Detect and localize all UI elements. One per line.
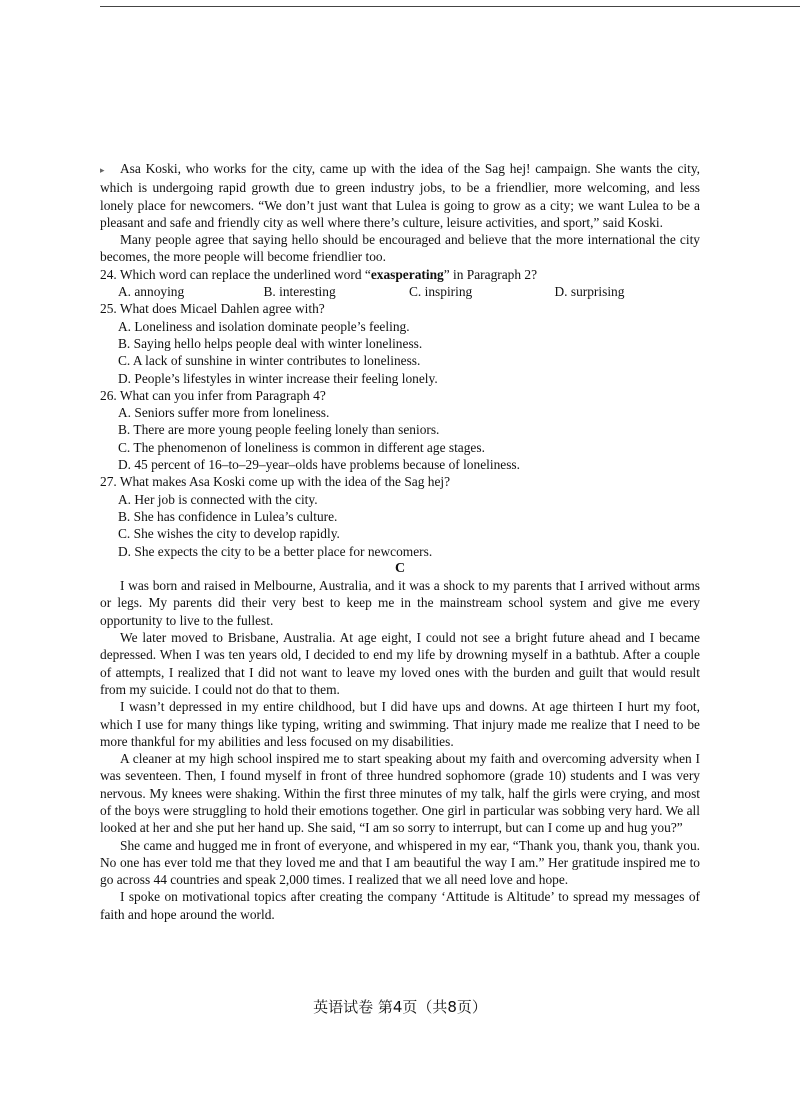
question-24-option-b: B. interesting <box>263 284 336 300</box>
section-heading-c: C <box>394 560 406 576</box>
question-25-stem: 25. What does Micael Dahlen agree with? <box>100 301 325 317</box>
exam-content <box>100 160 700 923</box>
question-24-option-a: A. annoying <box>118 284 185 300</box>
question-26-option-a: A. Seniors suffer more from loneliness. <box>118 405 330 421</box>
question-26-option-b: B. There are more young people feeling lonely than seniors. <box>118 422 440 438</box>
top-rule <box>100 6 800 7</box>
question-26-option-c: C. The phenomenon of loneliness is common in different age stages. <box>118 439 485 455</box>
passage-b-paragraph-5 <box>100 160 700 231</box>
question-24-stem <box>100 266 700 283</box>
question-25-option-c: C. A lack of sunshine in winter contributes to loneliness. <box>118 353 421 369</box>
question-26-stem: 26. What can you infer from Paragraph 4? <box>100 387 326 403</box>
question-27-option-d: D. She expects the city to be a better place for newcomers. <box>118 543 433 559</box>
passage-b-paragraph-6: Many people agree that saying hello should be encouraged and believe that the more international the city becomes, the more people will become friendlier too. <box>100 232 700 265</box>
passage-c-paragraph-1: I was born and raised in Melbourne, Australia, and it was a shock to my parents that I arrived without arms or legs. My parents did their very best to keep me in the mainstream school system and give me every opportunity to live to the fullest. <box>100 578 700 628</box>
question-27-option-c: C. She wishes the city to develop rapidly. <box>118 526 340 542</box>
question-27-stem: 27. What makes Asa Koski come up with the idea of the Sag hej? <box>100 474 451 490</box>
question-25-option-d: D. People’s lifestyles in winter increase their feeling lonely. <box>118 370 438 386</box>
question-24-option-c: C. inspiring <box>409 284 473 300</box>
question-25-option-b: B. Saying hello helps people deal with winter loneliness. <box>118 335 423 351</box>
question-27-option-b: B. She has confidence in Lulea’s culture. <box>118 508 338 524</box>
passage-c-paragraph-3: I wasn’t depressed in my entire childhood, but I did have ups and downs. At age thirteen I hurt my foot, which I use for many things like typing, writing and swimming. That injury made me realize that I need to be more thankful for my abilities and less focused on my disabilities. <box>100 699 700 749</box>
passage-c-paragraph-6: I spoke on motivational topics after creating the company ‘Attitude is Altitude’ to spread my messages of faith and hope around the world. <box>100 889 700 922</box>
question-24-option-d: D. surprising <box>554 284 625 300</box>
question-24-options <box>118 283 700 300</box>
question-24-stem-end: ” in Paragraph 2? <box>443 266 538 282</box>
stray-mark: ▸ <box>100 165 105 175</box>
question-26-option-d: D. 45 percent of 16–to–29–year–olds have problems because of loneliness. <box>118 457 520 473</box>
question-27-option-a: A. Her job is connected with the city. <box>118 491 318 507</box>
passage-c-paragraph-4: A cleaner at my high school inspired me to start speaking about my faith and overcoming adversity when I was seventeen. Then, I found myself in front of three hundred sophomore (grade 10) students and I was very nervous. My knees were shaking. Within the first three minutes of my talk, half the girls were crying, and most of the boys were struggling to hold their emotions together. One girl in particular was sobbing very hard. We all looked at her and she put her hand up. She said, “I am so sorry to interrupt, but can I come up and hug you?” <box>100 751 700 836</box>
passage-b-paragraph-5-text: Asa Koski, who works for the city, came up with the idea of the Sag hej! campaign. She wants the city, which is undergoing rapid growth due to green industry jobs, to be a friendlier, more welcoming, and less lonely place for newcomers. “We don’t just want that Lulea is going to grow as a city; we want Lulea to be a pleasant and safe and friendly city as well where there’s culture, leisure activities, and sport,” said Koski. <box>100 161 700 230</box>
passage-c-paragraph-5: She came and hugged me in front of everyone, and whispered in my ear, “Thank you, thank you, thank you. No one has ever told me that they loved me and that I am beautiful the way I am.” Her gratitude inspired me to go across 44 countries and speak 2,000 times. I realized that we all need love and hope. <box>100 837 700 888</box>
page-footer: 英语试卷 第4页（共8页） <box>313 998 487 1016</box>
question-24-keyword: exasperating <box>370 266 444 282</box>
passage-c-paragraph-2: We later moved to Brisbane, Australia. At age eight, I could not see a bright future ahead and I became depressed. When I was ten years old, I decided to end my life by drowning myself in a bathtub. After a couple of attempts, I realized that I did not want to leave my loved ones with the burden and guilt that would result from my suicide. I could not do that to them. <box>100 630 700 697</box>
question-25-option-a: A. Loneliness and isolation dominate people’s feeling. <box>118 318 410 334</box>
question-24-stem-start: 24. Which word can replace the underlined word “ <box>100 266 371 282</box>
